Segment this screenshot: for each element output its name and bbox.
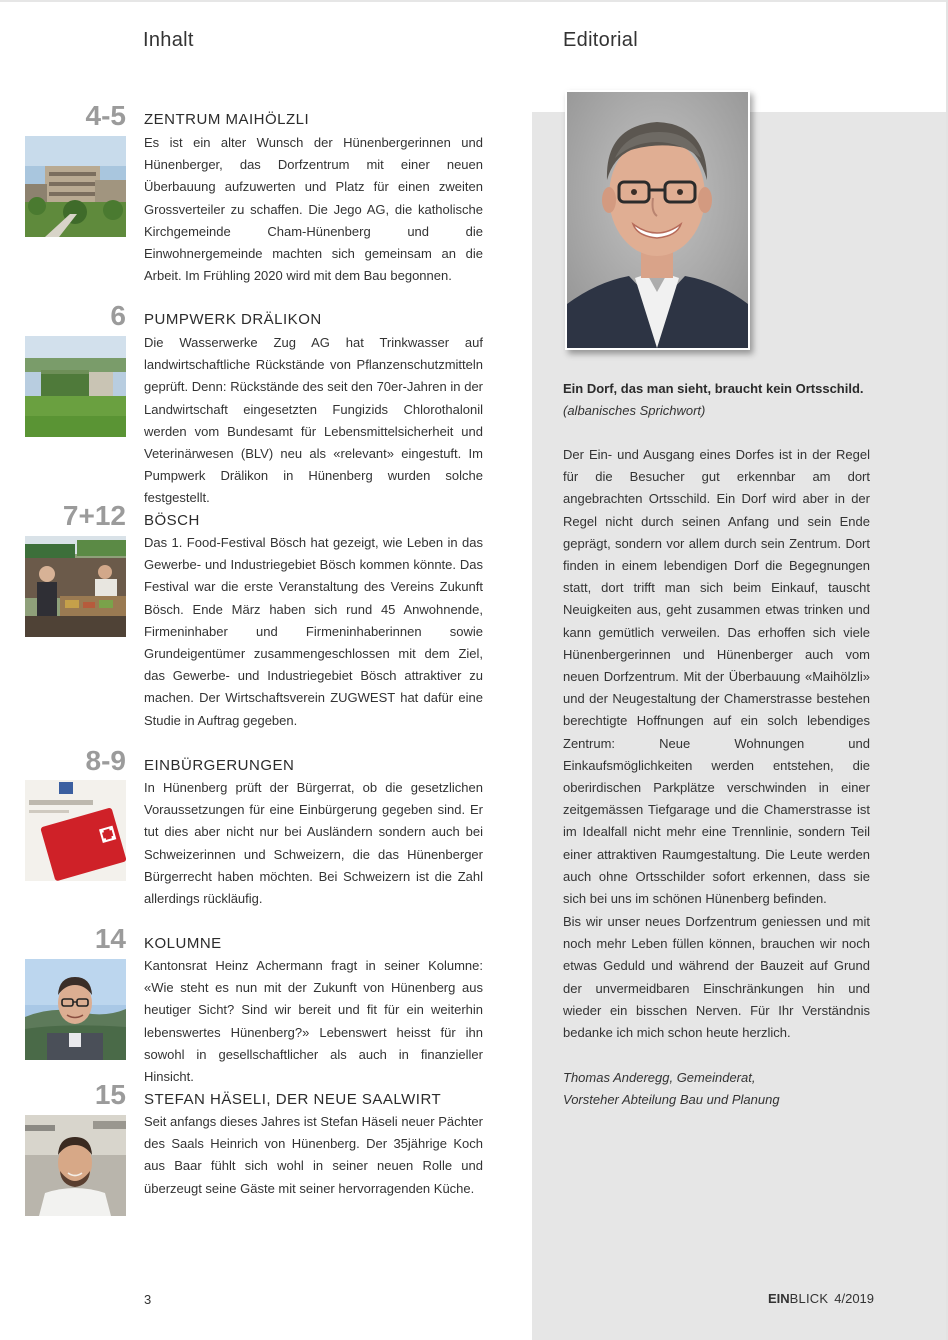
signature-name: Thomas Anderegg, Gemeinderat, bbox=[563, 1070, 756, 1085]
entry-page-number: 6 bbox=[110, 300, 126, 331]
quote-source: (albanisches Sprichwort) bbox=[563, 403, 706, 418]
contents-heading: Inhalt bbox=[143, 29, 194, 51]
signature-role: Vorsteher Abteilung Bau und Planung bbox=[563, 1092, 780, 1107]
issue-number: 4/2019 bbox=[834, 1291, 875, 1306]
entry-thumbnail-buildings[interactable] bbox=[25, 136, 126, 237]
editorial-quote bbox=[563, 378, 873, 422]
entry-thumbnail-chef[interactable] bbox=[25, 1115, 126, 1216]
editorial-signature bbox=[563, 1067, 780, 1111]
brand-ein: EIN bbox=[768, 1291, 790, 1306]
entry-title[interactable]: STEFAN HÄSELI, DER NEUE SAALWIRT bbox=[144, 1091, 442, 1108]
entry-title[interactable]: EINBÜRGERUNGEN bbox=[144, 757, 295, 774]
magazine-footer bbox=[768, 1291, 874, 1306]
entry-text: Seit anfangs dieses Jahres ist Stefan Häseli neuer Pächter des Saals Heinrich von Hünenberg. Der 35jährige Koch aus Baar fühlt sich wohl in seiner neuen Rolle und überzeugt seine Gäste mit seiner hervorragenden Küche. bbox=[144, 1114, 483, 1196]
entry-title[interactable]: PUMPWERK DRÄLIKON bbox=[144, 311, 322, 328]
entry-thumbnail-columnist[interactable] bbox=[25, 959, 126, 1060]
entry-text: Es ist ein alter Wunsch der Hünenbergerinnen und Hünenberger, das Dorfzentrum mit einer neuen Überbauung aufzuwerten und Platz für einen zweiten Grossverteiler zu schaffen. Die Jego AG, die katholische Kirchgemeinde Cham-Hünenberg und die Einwohnergemeinde machten sich gemeinsam an die Arbeit. Im Frühling 2020 wird mit dem Bau begonnen. bbox=[144, 135, 483, 284]
editorial-heading: Editorial bbox=[563, 29, 638, 51]
entry-text: Die Wasserwerke Zug AG hat Trinkwasser auf landwirtschaftliche Rückstände von Pflanzenschutzmitteln geprüft. Denn: Rückstände des seit den 70er-Jahren in der Landwirtschaft eingesetzten Fungizids Chlorothalonil werden vom Bundesamt für Lebensmittelsicherheit und Veterinärwesen (BLV) neu als «relevant» eingestuft. Im Pumpwerk Drälikon in Hünenberg wurden solche festgestellt. bbox=[144, 335, 483, 506]
editorial-portrait-photo bbox=[565, 90, 750, 350]
entry-page-number: 8-9 bbox=[85, 745, 126, 776]
entry-text: In Hünenberg prüft der Bürgerrat, ob die gesetzlichen Voraussetzungen für eine Einbürgerung gegeben sind. Er tut dies aber nicht nur bei Ausländern sondern auch bei Schweizerinnen und Schweizern, die das Hünenberger Bürgerrecht haben möchten. Bei Schweizern ist die Zahl allerdings rückläufig. bbox=[144, 780, 483, 907]
editorial-paragraph: Bis wir unser neues Dorfzentrum geniessen und mit noch mehr Leben füllen können, brauchen wir noch etwas Geduld und während der Bauzeit auf Grund der unvermeidbaren Einschränkungen hin und wieder ein bisschen Nerven. Für Ihr Verständnis bedanke ich mich schon heute herzlich. bbox=[563, 914, 870, 1041]
entry-page-number: 14 bbox=[94, 923, 126, 954]
entry-page-number: 7+12 bbox=[62, 500, 126, 531]
editorial-paragraph: Der Ein- und Ausgang eines Dorfes ist in der Regel für die Besucher gut erkennbar am dort angebrachten Ortsschild. Ein Dorf wird aber in der Regel nicht durch seinen Anfang und sein Ende geprägt, sondern vor allem durch sein Zentrum. Dort finden in einem lebendigen Dorf die Begegnungen statt, dort trifft man sich beim Einkauf, tauscht Neuigkeiten aus, geht zusammen etwas trinken und kann gemütlich verweilen. Das erhoffen sich viele Hünenbergerinnen und Hünenberger auch vom neuen Dorfzentrum. Mit der Überbauung «Maihölzli» und der Neugestaltung der Chamerstrasse bestehen berechtigte Hoffnungen auf ein solch lebendiges Zentrum: Neue Wohnungen und Einkaufsmöglichkeiten werden entstehen, die oberirdischen Parkplätze verschwinden in einer zeitgemässen Tiefgarage und die Chamerstrasse ist im Idealfall nicht mehr eine Trennlinie, sondern Teil einer attraktiven Raumgestaltung. Die Leute werden auch ohne Ortsschilder sofort erkennen, dass sie sich bei uns im schönen Hünenberg befinden. bbox=[563, 447, 870, 907]
entry-thumbnail-passport[interactable] bbox=[25, 780, 126, 881]
page-number: 3 bbox=[144, 1292, 152, 1307]
entry-page-number: 4-5 bbox=[85, 100, 126, 131]
entry-title[interactable]: KOLUMNE bbox=[144, 935, 222, 952]
entry-text: Kantonsrat Heinz Achermann fragt in seiner Kolumne: «Wie steht es nun mit der Zukunft von Hünenberg aus heutiger Sicht? Sind wir bereit und fit für ein weiterhin lebenswertes Hünenberg?» Lebenswert heisst für ihn sowohl in gesellschaftlicher als auch in finanzieller Hinsicht. bbox=[144, 958, 483, 1085]
entry-title[interactable]: ZENTRUM MAIHÖLZLI bbox=[144, 111, 310, 128]
brand-blick: BLICK bbox=[789, 1291, 829, 1306]
entry-page-number: 15 bbox=[94, 1079, 126, 1110]
entry-text: Das 1. Food-Festival Bösch hat gezeigt, wie Leben in das Gewerbe- und Industriegebiet Bösch kommen könnte. Das Festival war die erste Veranstaltung des Vereins Zukunft Bösch. Ende März haben sich rund 45 Anwohnende, Firmeninhaber und Firmeninhaberinnen sowie Grundeigentümer zusammengeschlossen mit dem Ziel, das Gewerbe- und Industriegebiet Bösch attraktiver zu machen. Der Wirtschaftsverein ZUGWEST hat dafür eine Studie in Auftrag gegeben. bbox=[144, 535, 483, 728]
entry-title[interactable]: BÖSCH bbox=[144, 512, 200, 529]
top-rule bbox=[0, 0, 948, 2]
entry-thumbnail-pumpwerk[interactable] bbox=[25, 336, 126, 437]
entry-thumbnail-food-festival[interactable] bbox=[25, 536, 126, 637]
quote-text: Ein Dorf, das man sieht, braucht kein Ortsschild. bbox=[563, 381, 864, 396]
